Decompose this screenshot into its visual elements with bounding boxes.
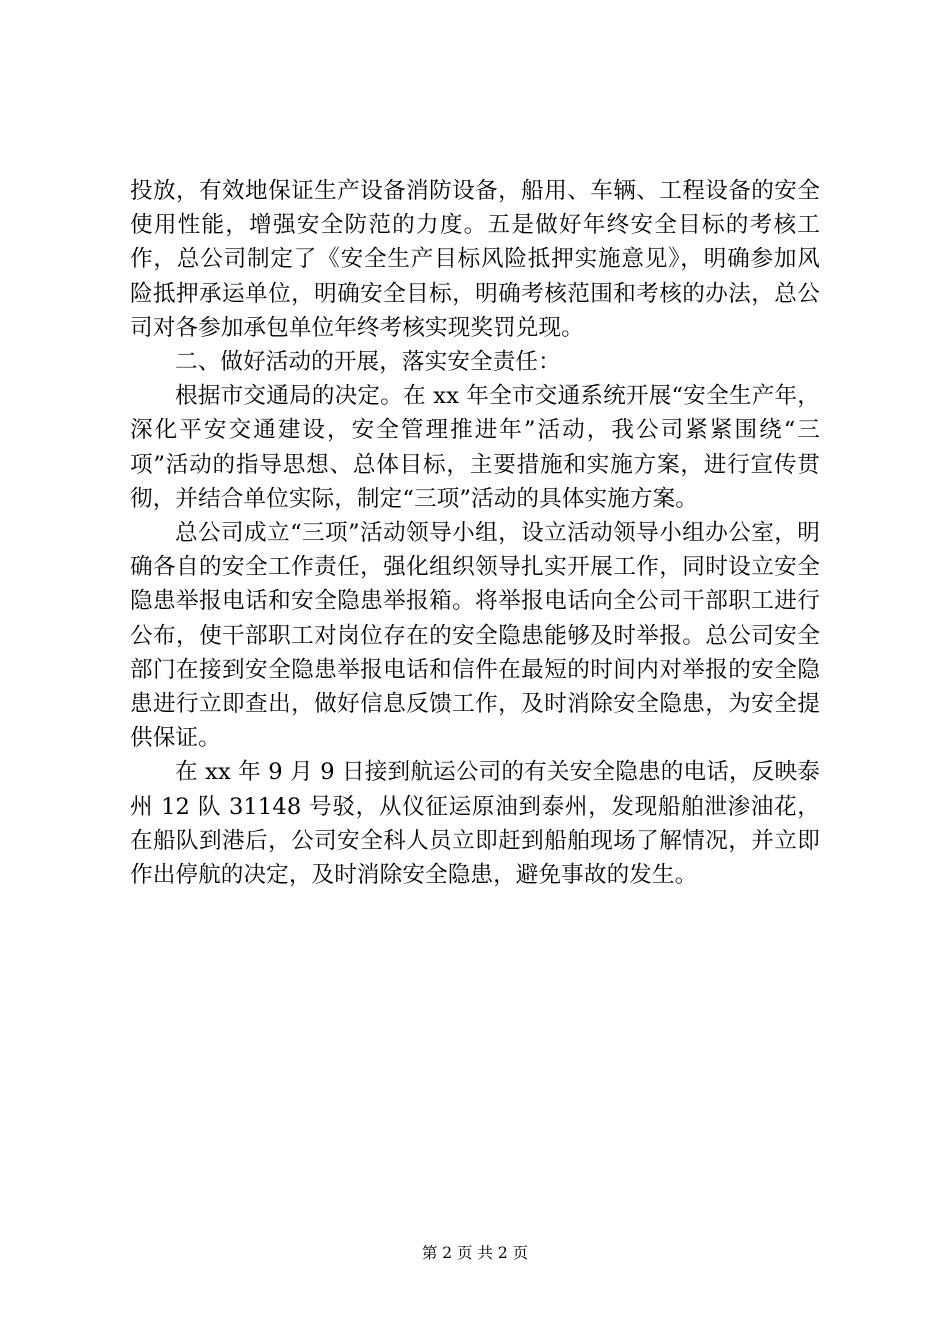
section-heading: 二、做好活动的开展，落实安全责任：: [175, 349, 561, 376]
paragraph: 在 xx 年 9 月 9 日接到航运公司的有关安全隐患的电话，反映泰州 12 队 31148 号驳，从仪征运原油到泰州，发现船舶泄渗油花，在船队到港后，公司安全科人员立即赶到船舶现场了解情况，并立即作出停航的决定，及时消除安全隐患，避免事故的发生。: [130, 759, 820, 889]
paragraph: 根据市交通局的决定。在 xx 年全市交通系统开展“安全生产年，深化平安交通建设，安全管理推进年”活动，我公司紧紧围绕“三项”活动的指导思想、总体目标，主要措施和实施方案，进行宣传贯彻，并结合单位实际，制定“三项”活动的具体实施方案。: [130, 383, 820, 512]
paragraph: 总公司成立“三项”活动领导小组，设立活动领导小组办公室，明确各自的安全工作责任，强化组织领导扎实开展工作，同时设立安全隐患举报电话和安全隐患举报箱。将举报电话向全公司干部职工进行公布，使干部职工对岗位存在的安全隐患能够及时举报。总公司安全部门在接到安全隐患举报电话和信件在最短的时间内对举报的安全隐患进行立即查出，做好信息反馈工作，及时消除安全隐患，为安全提供保证。: [130, 520, 820, 752]
document-body: [130, 174, 820, 892]
paragraph-continued: 投放，有效地保证生产设备消防设备，船用、车辆、工程设备的安全使用性能，增强安全防范的力度。五是做好年终安全目标的考核工作，总公司制定了《安全生产目标风险抵押实施意见》，明确参加风险抵押承运单位，明确安全目标，明确考核范围和考核的办法，总公司对各参加承包单位年终考核实现奖罚兑现。: [130, 178, 820, 341]
page-footer: 第 2 页 共 2 页: [421, 1244, 529, 1262]
